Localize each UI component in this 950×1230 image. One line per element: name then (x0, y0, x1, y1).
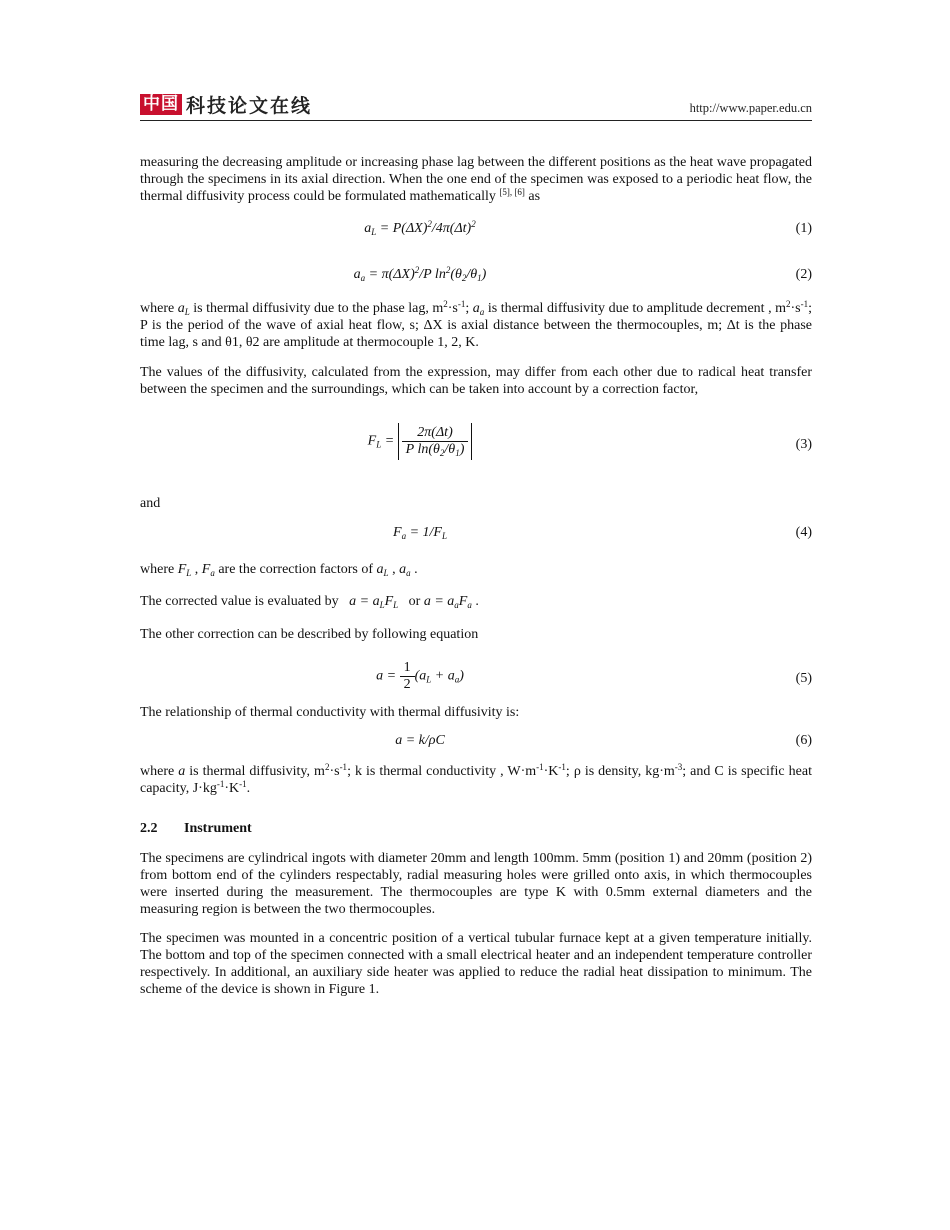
where1-d: is thermal diffusivity due to amplitude decrement , m (484, 301, 786, 316)
equation-4-number: (4) (795, 525, 812, 540)
where3-b: is thermal diffusivity, m (185, 764, 325, 779)
equation-2-expr: $a_a = \pi(\Delta X)^2/P$ $\ln^2(\theta_2/\theta_1)$ (353, 265, 487, 283)
logo-china-mark: 中国 (140, 94, 182, 115)
paragraph-intro-end: as (524, 189, 541, 204)
equation-3 (140, 423, 812, 471)
equation-5-number: (5) (795, 671, 812, 686)
logo-text: 科技论文在线 (186, 94, 313, 117)
equation-5 (140, 660, 812, 700)
equation-2 (140, 267, 812, 291)
paragraph-where-1: where $a_L$ is thermal diffusivity due to the phase lag, $m^2\cdot s^{-1}$; $a_a$ is thermal diffusivity due to amplitude decrement , $m^2\cdot s^{-1}$; P is the period of the wave of axial heat flow, s; ΔX is axial distance between the thermocouples, m; Δt is the phase time lag, s and θ1, θ2 are amplitude at thermocouple 1, 2, K. (140, 299, 813, 350)
where1-a: where (140, 301, 178, 316)
paragraph-specimens: The specimens are cylindrical ingots with diameter 20mm and length 100mm. 5mm (position 1) and 20mm (position 2) from bottom end of the cylinders respectably, radial measuring holes were grilled onto axis, in which thermocouples were inserted during the measurement. The thermocouples are type K with 0.5mm external diameters and the measuring region is between the two thermocouples. (140, 851, 812, 917)
equation-3-expr: $F_L$ = $\frac{2\pi(\Delta t)}{P \ln(\theta_2/\theta_1)}$ (140, 423, 700, 460)
citation-ref[interactable]: [5], [6] (499, 187, 525, 197)
where3-g: ·K (224, 781, 240, 796)
site-logo[interactable] (140, 92, 312, 116)
corrected-text: The corrected value is evaluated by (140, 594, 339, 609)
where3-f: ; and C is specific heat capacity, J·kg (140, 764, 812, 796)
equation-1-expr: $a_L = P(\Delta X)^2/4\pi(\Delta t)^2$ (364, 219, 476, 237)
paragraph-where-3: where a is thermal diffusivity, $m^2\cdot s^{-1}$; k is thermal conductivity , $W\cdot m^{-1}\cdot K^{-1}$; ρ is density, $kg\cdot m^{-3}$; and C is specific heat capacity, $J\cdot kg^{-1}\cdot K^{-1}$. (140, 762, 812, 796)
page-header (140, 92, 812, 121)
site-url-link[interactable]: http://www.paper.edu.cn (689, 101, 812, 115)
equation-1 (140, 221, 812, 245)
equation-5-expr: a = $\frac{1}{2}$ $(a_L + a_a)$ (376, 660, 464, 692)
equation-6 (140, 733, 812, 757)
where3-a: where (140, 764, 179, 779)
paragraph-furnace: The specimen was mounted in a concentric position of a vertical tubular furnace kept at a given temperature initially. The bottom and top of the specimen connected with a small electrical heater and an independent temperature controller respectively. In additional, an auxiliary side heater was applied to reduce the radial heat dissipation to minimum. The scheme of the device is shown in Figure 1. (140, 931, 812, 997)
section-number: 2.2 (140, 821, 158, 836)
corrected-or: or (408, 594, 421, 609)
equation-1-number: (1) (795, 221, 812, 236)
equation-2-number: (2) (795, 267, 812, 282)
paragraph-and: and (140, 496, 161, 511)
paragraph-where-2: where $F_L$ , $F_a$ are the correction factors of $a_L$ , $a_a$ . (140, 562, 418, 578)
where3-d: ·K (543, 764, 559, 779)
paragraph-other-correction: The other correction can be described by following equation (140, 627, 479, 642)
paragraph-intro-text: measuring the decreasing amplitude or increasing phase lag between the different positions as the heat wave propagated through the specimens in its axial direction. When the one end of the specimen was exposed to a periodic heat flow, the thermal diffusivity process could be formulated mathematically (140, 155, 812, 204)
paragraph-relationship: The relationship of thermal conductivity with thermal diffusivity is: (140, 705, 520, 720)
section-heading (140, 821, 252, 837)
paragraph-correction-factor: The values of the diffusivity, calculated from the expression, may differ from each other due to radical heat transfer between the specimen and the surroundings, which can be taken into account by a correction factor, (140, 365, 812, 397)
equation-3-number: (3) (795, 437, 812, 452)
equation-6-number: (6) (795, 733, 812, 748)
section-title: Instrument (184, 821, 252, 836)
where1-b: is thermal diffusivity due to the phase lag, m (189, 301, 444, 316)
equation-4-expr: $F_a = 1/F_L$ (393, 525, 447, 541)
equation-4 (140, 525, 812, 549)
where1-e: ; P is the period of the wave of axial heat flow, s; ΔX is axial distance between the thermocouples, m; Δt is the phase time lag, s and θ1, θ2 are amplitude at thermocouple 1, 2, K. (140, 301, 813, 350)
where1-c: ; (465, 301, 473, 316)
where3-c: ; k is thermal conductivity , W·m (347, 764, 537, 779)
equation-6-expr: a = k/ρC (395, 733, 445, 748)
where3-e: ; ρ is density, kg·m (565, 764, 675, 779)
paragraph-corrected: The corrected value is evaluated by $a = a_LF_L$ or $a = a_aF_a$ . (140, 594, 479, 610)
paragraph-intro (140, 154, 812, 205)
